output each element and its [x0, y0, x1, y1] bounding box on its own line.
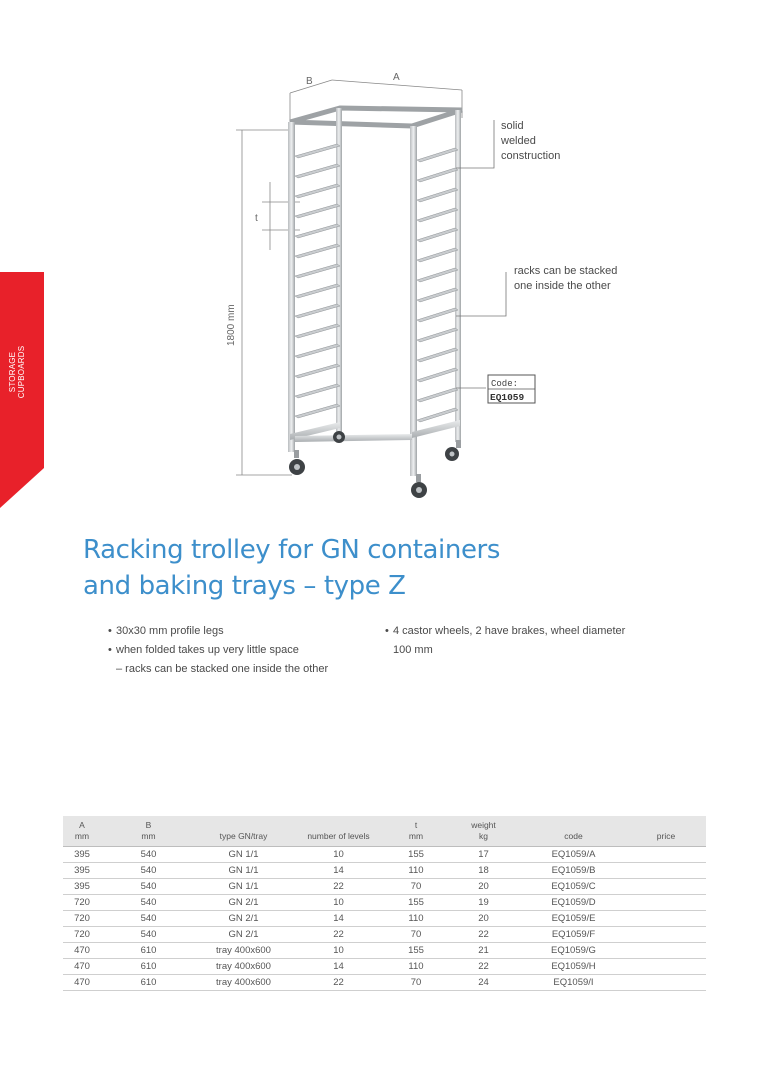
header-b [101, 816, 196, 847]
table-cell: 22 [291, 927, 386, 943]
feature-item-continuation [108, 660, 378, 679]
callout-welded-line1: solid [501, 120, 524, 132]
table-cell: 720 [63, 927, 101, 943]
header-text: number of levels [307, 831, 370, 841]
table-cell: GN 2/1 [196, 895, 291, 911]
table-cell: GN 1/1 [196, 847, 291, 863]
product-illustration [200, 60, 618, 520]
table-cell: 540 [101, 927, 196, 943]
feature-text: when folded takes up very little space [116, 644, 299, 656]
header-text: type GN/tray [219, 831, 268, 841]
table-cell: 22 [446, 927, 521, 943]
table-cell [626, 911, 706, 927]
section-label-line2: CUPBOARDS [17, 345, 26, 399]
table-row [63, 863, 706, 879]
table-row [63, 975, 706, 991]
table-cell: 10 [291, 895, 386, 911]
header-text: B [145, 820, 152, 830]
dimension-height-label: 1800 mm [226, 304, 237, 346]
feature-text: – racks can be stacked one inside the other [116, 663, 329, 675]
table-cell: 540 [101, 911, 196, 927]
feature-item-continuation [385, 641, 665, 660]
features-left [108, 622, 378, 679]
table-cell: EQ1059/H [521, 959, 626, 975]
table-row [63, 879, 706, 895]
table-cell: tray 400x600 [196, 975, 291, 991]
code-label: Code: [491, 379, 519, 389]
callout-welded-line2: welded [501, 135, 536, 147]
table-cell [626, 895, 706, 911]
table-cell: 21 [446, 943, 521, 959]
table-cell: 610 [101, 975, 196, 991]
feature-text: 30x30 mm profile legs [116, 625, 224, 637]
header-text: kg [479, 831, 488, 841]
table-row [63, 911, 706, 927]
product-code-box [488, 375, 535, 403]
header-weight [446, 816, 521, 847]
table-cell: 470 [63, 975, 101, 991]
callout-lines [456, 120, 506, 388]
table-cell: 70 [386, 927, 446, 943]
section-label-line1: STORAGE [8, 351, 17, 393]
table-cell [626, 975, 706, 991]
header-text: code [564, 831, 583, 841]
table-cell: EQ1059/A [521, 847, 626, 863]
table-cell: 610 [101, 959, 196, 975]
table-cell: 70 [386, 879, 446, 895]
table-cell: 14 [291, 911, 386, 927]
table-cell: 720 [63, 911, 101, 927]
header-text: weight [471, 820, 496, 830]
callout-stacked [514, 265, 620, 292]
table-cell [626, 927, 706, 943]
header-price [626, 816, 706, 847]
features-right [385, 622, 665, 660]
table-cell: 395 [63, 863, 101, 879]
callout-stacked-line1: racks can be stacked [514, 265, 618, 277]
table-cell: 470 [63, 943, 101, 959]
table-cell: 610 [101, 943, 196, 959]
table-cell [626, 847, 706, 863]
table-cell: GN 1/1 [196, 863, 291, 879]
table-cell: GN 2/1 [196, 927, 291, 943]
table-row [63, 895, 706, 911]
table-cell: 110 [386, 863, 446, 879]
feature-item: • when folded takes up very little space [108, 644, 299, 656]
table-cell: tray 400x600 [196, 959, 291, 975]
table-cell [626, 943, 706, 959]
table-cell: EQ1059/G [521, 943, 626, 959]
table-cell: 20 [446, 911, 521, 927]
dimension-a-label: A [393, 72, 400, 83]
header-text: mm [141, 831, 156, 841]
feature-item: • 4 castor wheels, 2 have brakes, wheel diameter [385, 625, 626, 637]
product-title [83, 532, 703, 604]
header-text: price [656, 831, 676, 841]
specification-table [63, 816, 706, 991]
table-cell: 540 [101, 879, 196, 895]
table-cell: EQ1059/B [521, 863, 626, 879]
table-cell: 155 [386, 895, 446, 911]
table-cell: EQ1059/E [521, 911, 626, 927]
table-cell: 22 [291, 879, 386, 895]
table-header-row [63, 816, 706, 847]
table-cell: 110 [386, 911, 446, 927]
table-cell: EQ1059/D [521, 895, 626, 911]
table-cell: EQ1059/F [521, 927, 626, 943]
table-cell: GN 2/1 [196, 911, 291, 927]
table-cell: 540 [101, 863, 196, 879]
table-cell: 20 [446, 879, 521, 895]
callout-welded [500, 120, 560, 162]
table-cell: 110 [386, 959, 446, 975]
table-cell: 22 [446, 959, 521, 975]
header-code [521, 816, 626, 847]
table-cell: 18 [446, 863, 521, 879]
table-cell: GN 1/1 [196, 879, 291, 895]
product-title-line1: Racking trolley for GN containers [83, 535, 500, 565]
header-a [63, 816, 101, 847]
table-row [63, 959, 706, 975]
table-cell: 14 [291, 863, 386, 879]
dimension-t-label: t [255, 213, 258, 224]
table-cell: 155 [386, 943, 446, 959]
header-text: mm [408, 831, 424, 841]
table-cell: 395 [63, 879, 101, 895]
callout-stacked-line2: one inside the other [514, 280, 611, 292]
table-row [63, 847, 706, 863]
table-cell: 22 [291, 975, 386, 991]
table-cell: 17 [446, 847, 521, 863]
header-text: mm [74, 831, 90, 841]
table-row [63, 943, 706, 959]
feature-text: 4 castor wheels, 2 have brakes, wheel diameter [393, 625, 626, 637]
table-cell: 70 [386, 975, 446, 991]
table-cell: 720 [63, 895, 101, 911]
feature-item: • 30x30 mm profile legs [108, 625, 224, 637]
section-label [8, 322, 36, 422]
table-cell [626, 959, 706, 975]
header-t [386, 816, 446, 847]
header-text: t [414, 820, 418, 830]
table-cell: 155 [386, 847, 446, 863]
table-row [63, 927, 706, 943]
code-value: EQ1059 [490, 392, 525, 403]
table-cell: 540 [101, 847, 196, 863]
trolley-frame [288, 108, 462, 498]
dimension-b-label: B [306, 76, 313, 87]
feature-text: 100 mm [393, 644, 433, 656]
table-cell: 24 [446, 975, 521, 991]
table-cell: 10 [291, 847, 386, 863]
table-cell: tray 400x600 [196, 943, 291, 959]
table-cell: 470 [63, 959, 101, 975]
header-type [196, 816, 291, 847]
header-levels [291, 816, 386, 847]
table-cell: 395 [63, 847, 101, 863]
header-text: A [79, 820, 85, 830]
table-cell: 19 [446, 895, 521, 911]
table-cell: 10 [291, 943, 386, 959]
callout-welded-line3: construction [501, 150, 561, 162]
table-cell: 540 [101, 895, 196, 911]
table-cell: 14 [291, 959, 386, 975]
table-cell [626, 879, 706, 895]
product-title-line2: and baking trays – type Z [83, 571, 406, 601]
table-cell: EQ1059/C [521, 879, 626, 895]
table-cell [626, 863, 706, 879]
table-cell: EQ1059/I [521, 975, 626, 991]
